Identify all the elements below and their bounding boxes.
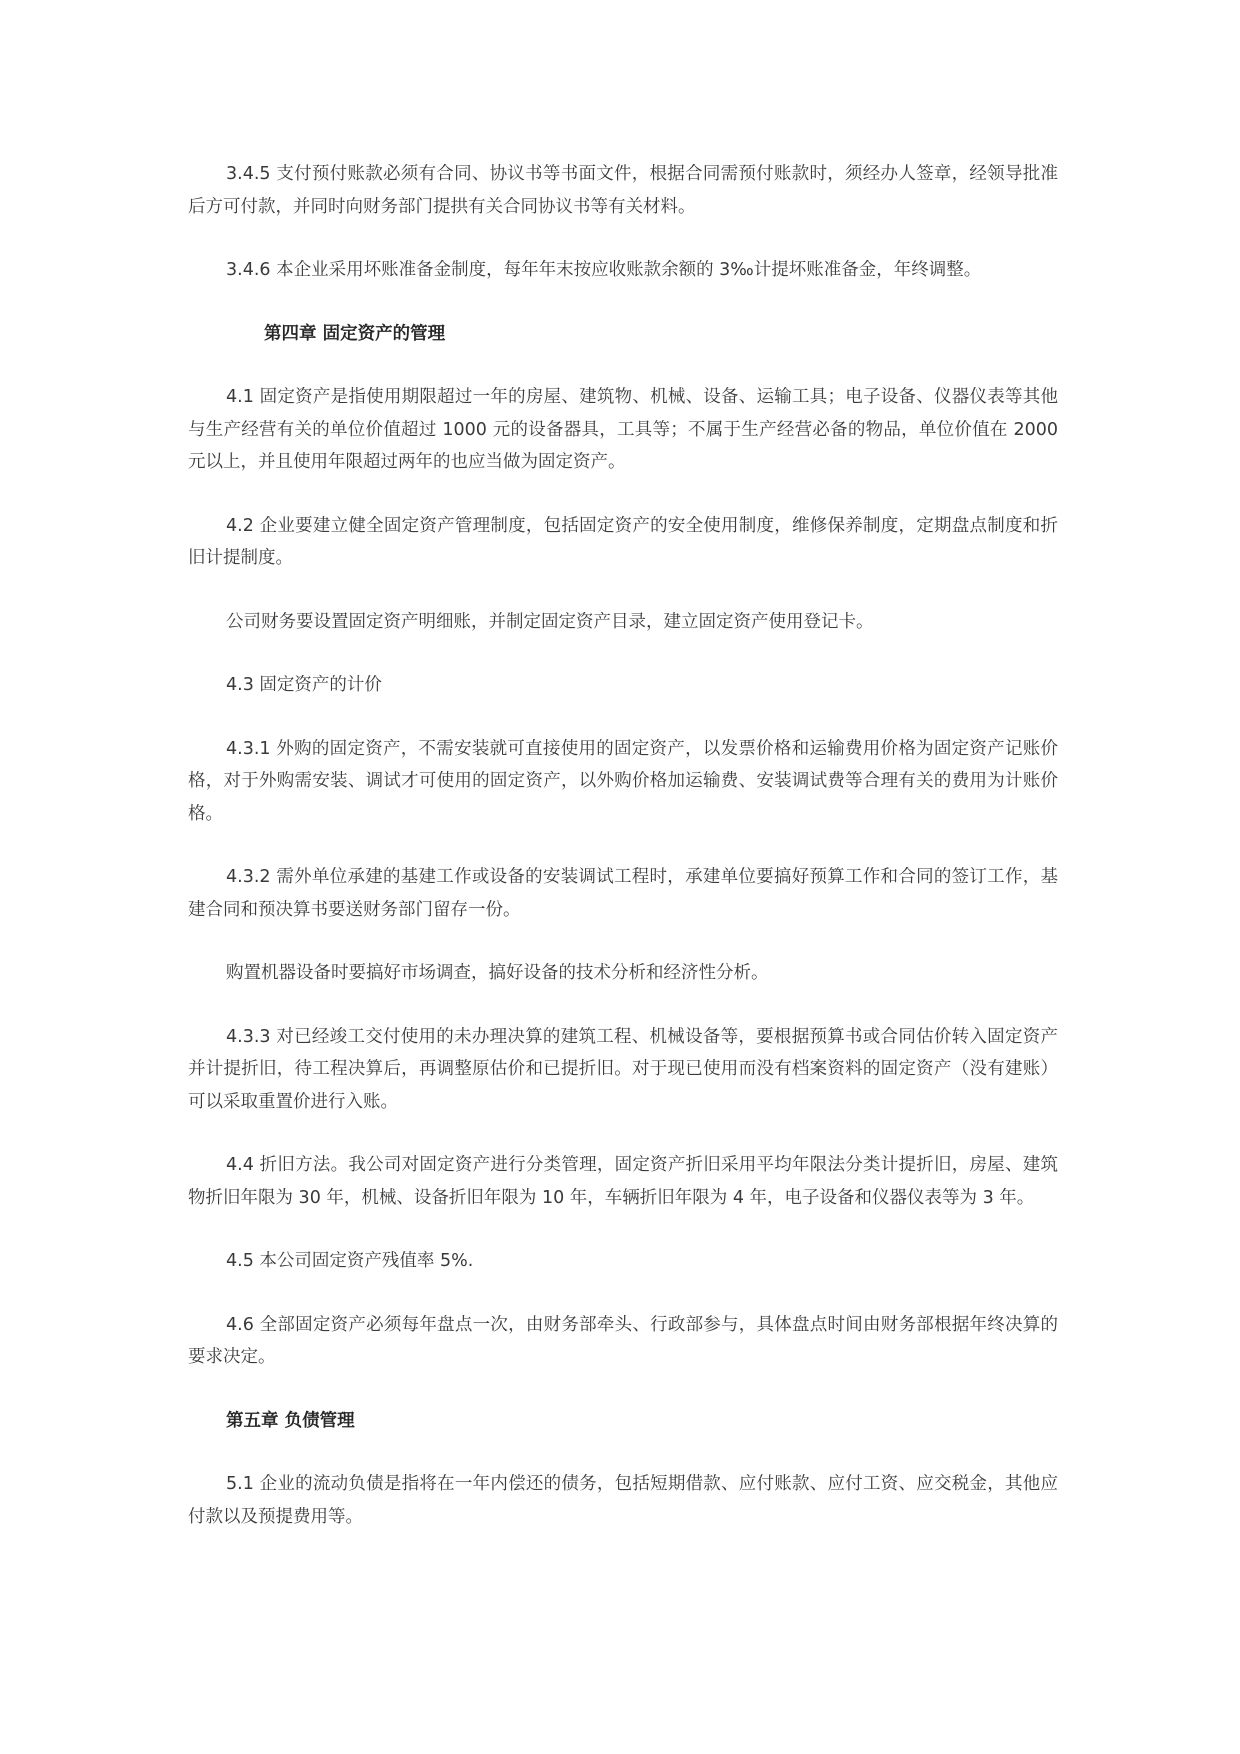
- paragraph-4-1: 4.1 固定资产是指使用期限超过一年的房屋、建筑物、机械、设备、运输工具；电子设备、仪器仪表等其他与生产经营有关的单位价值超过 1000 元的设备器具，工具等；不属于生产经营必备的物品，单位价值在 2000 元以上，并且使用年限超过两年的也应当做为固定资产。: [188, 387, 1058, 472]
- paragraph-equipment-note: 购置机器设备时要搞好市场调查，搞好设备的技术分析和经济性分析。: [226, 963, 769, 983]
- paragraph-3-4-6: 3.4.6 本企业采用坏账准备金制度，每年年末按应收账款余额的 3‰计提坏账准备金，年终调整。: [226, 260, 982, 280]
- paragraph-4-4: 4.4 折旧方法。我公司对固定资产进行分类管理，固定资产折旧采用平均年限法分类计提折旧，房屋、建筑物折旧年限为 30 年，机械、设备折旧年限为 10 年，车辆折旧年限为 4 年，电子设备和仪器仪表等为 3 年。: [188, 1155, 1058, 1208]
- paragraph-ledger-note: 公司财务要设置固定资产明细账，并制定固定资产目录，建立固定资产使用登记卡。: [226, 611, 874, 632]
- paragraph-3-4-5: 3.4.5 支付预付账款必须有合同、协议书等书面文件，根据合同需预付账款时，须经办人签章，经领导批准后方可付款，并同时向财务部门提拱有关合同协议书等有关材料。: [188, 164, 1058, 217]
- paragraph-4-3-1: 4.3.1 外购的固定资产，不需安装就可直接使用的固定资产，以发票价格和运输费用价格为固定资产记账价格，对于外购需安装、调试才可使用的固定资产，以外购价格加运输费、安装调试费等合理有关的费用为计账价格。: [188, 738, 1058, 824]
- paragraph-4-5: 4.5 本公司固定资产残值率 5%.: [226, 1251, 474, 1271]
- paragraph-4-3-2: 4.3.2 需外单位承建的基建工作或设备的安装调试工程时，承建单位要搞好预算工作和合同的签订工作，基建合同和预决算书要送财务部门留存一份。: [188, 867, 1058, 920]
- paragraph-4-2: 4.2 企业要建立健全固定资产管理制度，包括固定资产的安全使用制度，维修保养制度，定期盘点制度和折旧计提制度。: [188, 515, 1058, 568]
- paragraph-4-3: 4.3 固定资产的计价: [226, 675, 382, 695]
- document-body: [188, 158, 1058, 1564]
- paragraph-5-1: 5.1 企业的流动负债是指将在一年内偿还的债务，包括短期借款、应付账款、应付工资、应交税金，其他应付款以及预提费用等。: [188, 1474, 1058, 1527]
- paragraph-4-6: 4.6 全部固定资产必须每年盘点一次，由财务部牵头、行政部参与，具体盘点时间由财务部根据年终决算的要求决定。: [188, 1314, 1058, 1367]
- chapter-5-heading: 第五章 负债管理: [226, 1410, 355, 1431]
- paragraph-4-3-3: 4.3.3 对已经竣工交付使用的未办理决算的建筑工程、机械设备等，要根据预算书或合同估价转入固定资产并计提折旧，待工程决算后，再调整原估价和已提折旧。对于现已使用而没有档案资料的固定资产（没有建账）可以采取重置价进行入账。: [188, 1026, 1058, 1112]
- chapter-4-heading: 第四章 固定资产的管理: [264, 323, 446, 344]
